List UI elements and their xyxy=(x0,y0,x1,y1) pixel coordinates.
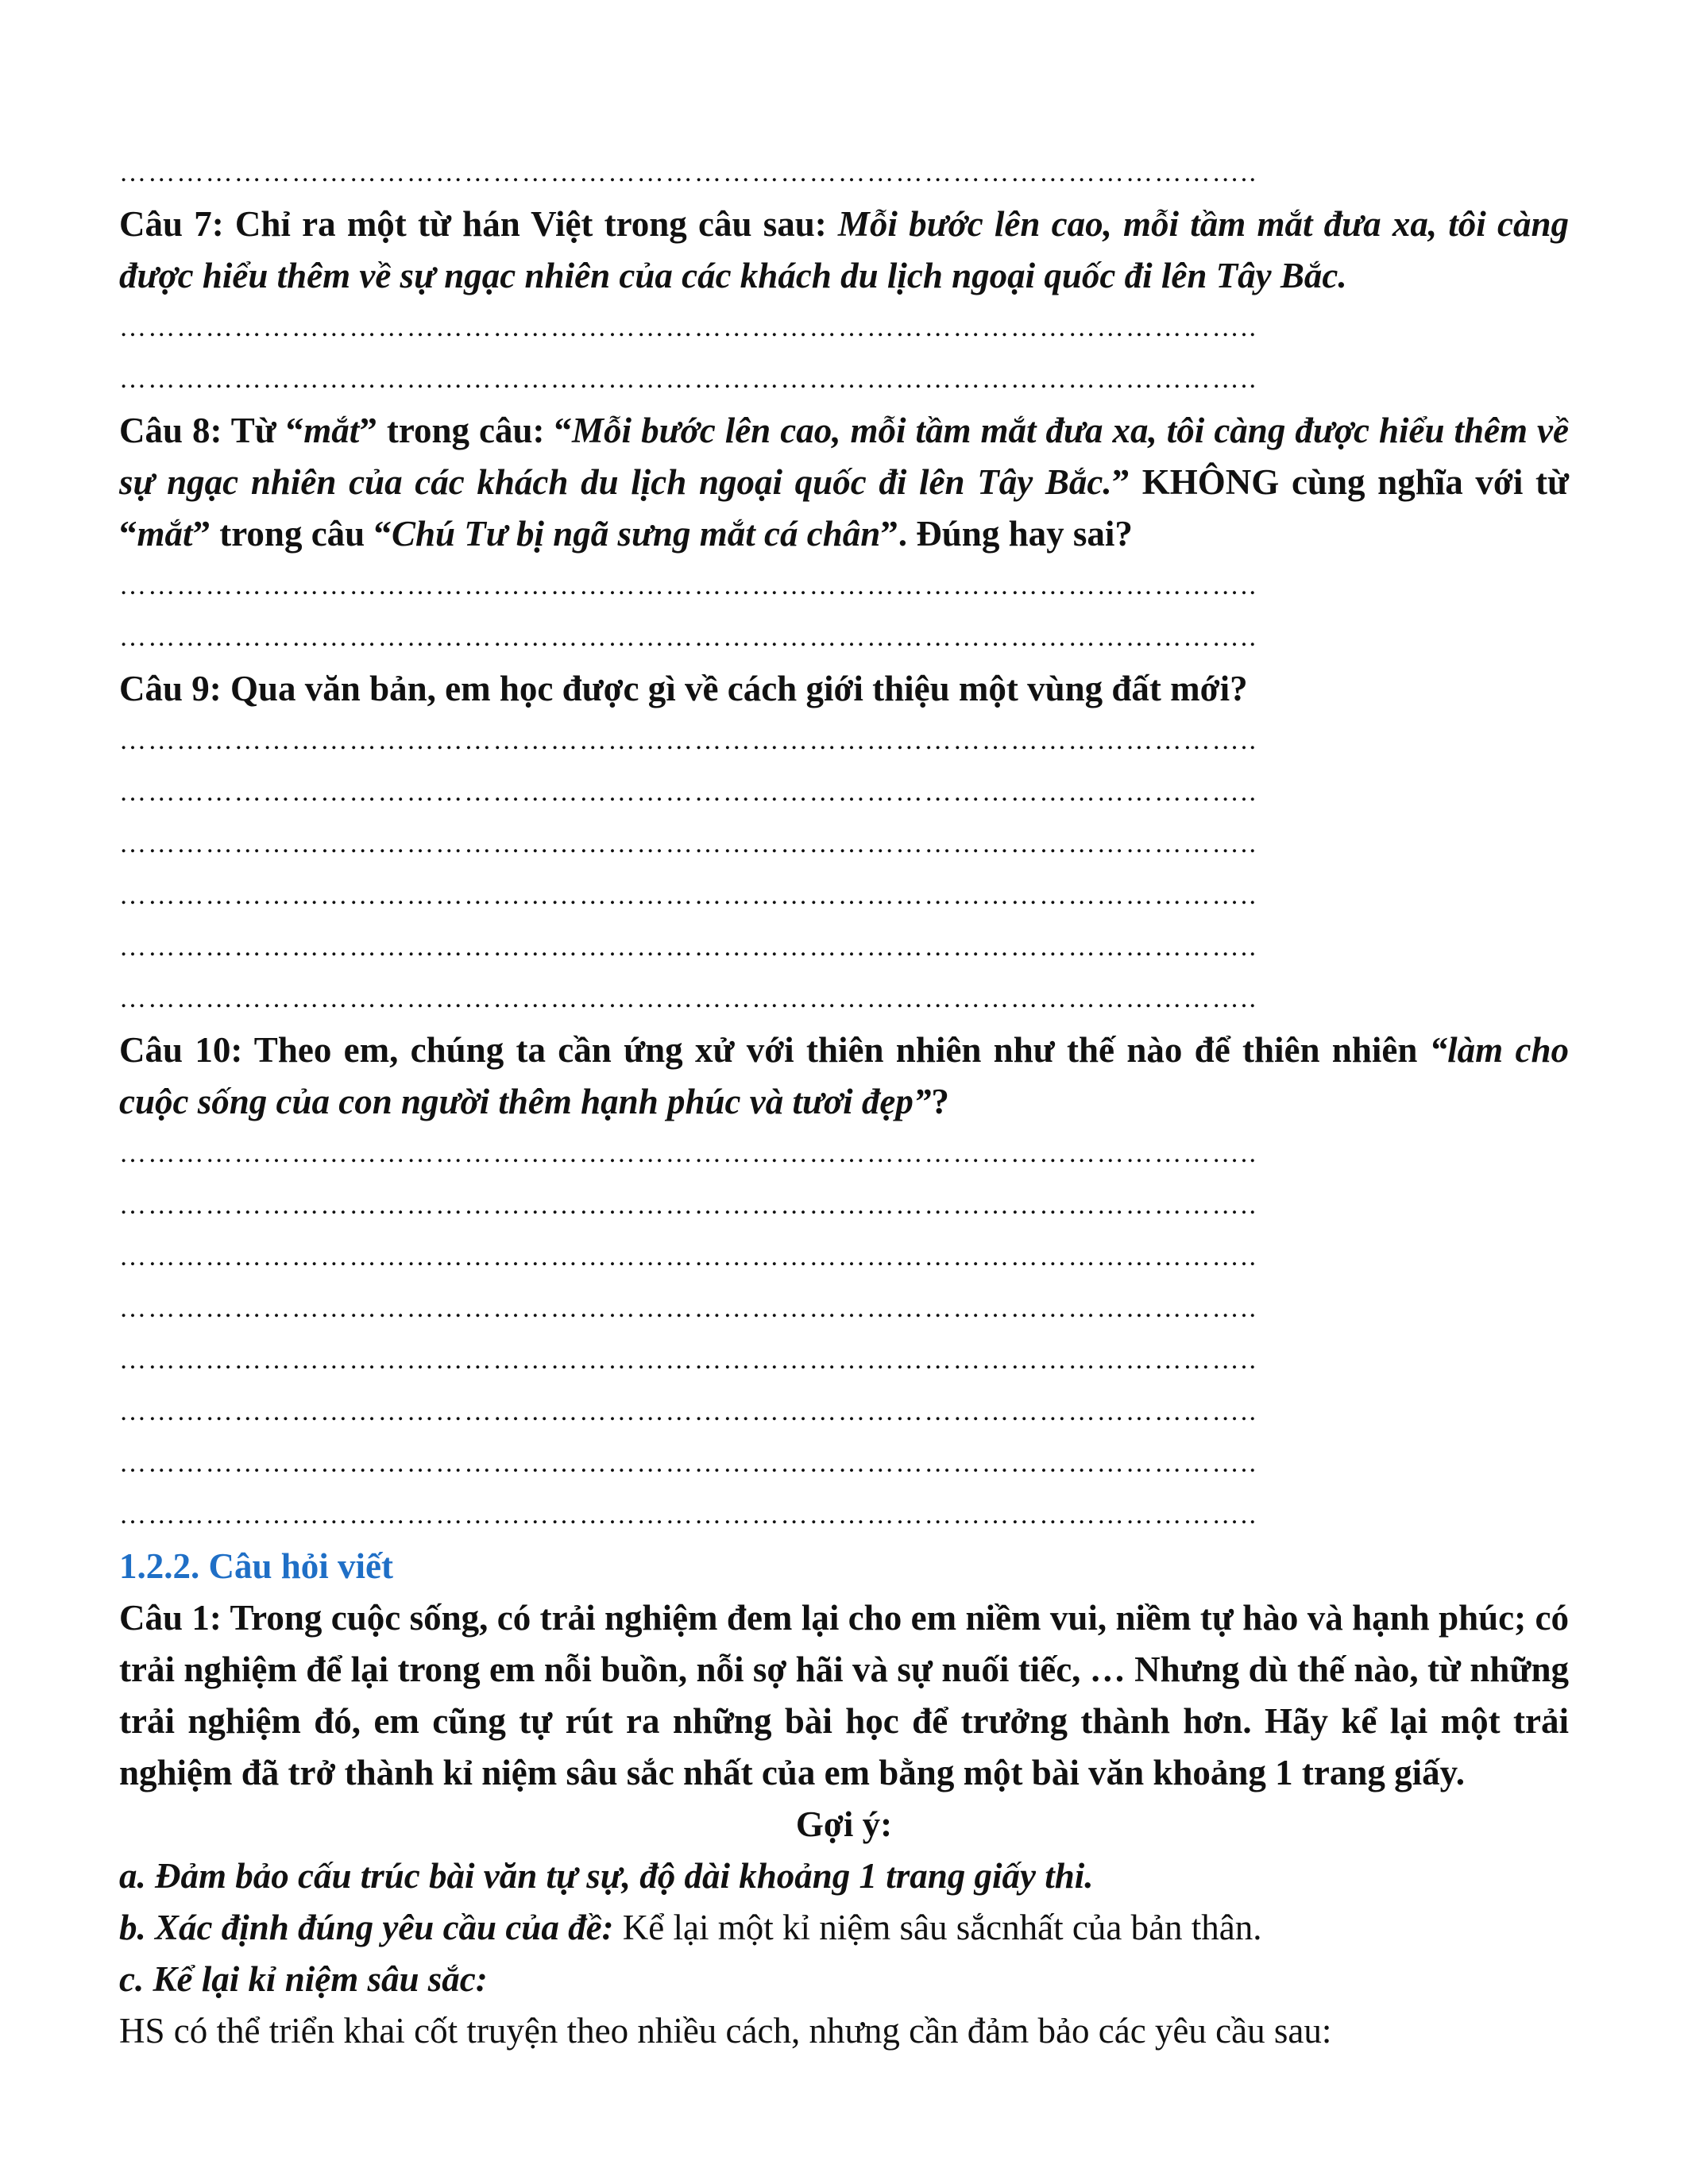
answer-line: ……………………………………………………………………………………………………….. xyxy=(119,1190,1258,1220)
hint-d: HS có thể triển khai cốt truyện theo nhiều cách, nhưng cần đảm bảo các yêu cầu sau: xyxy=(119,2011,1332,2051)
answer-line: ……………………………………………………………………………………………………….. xyxy=(119,571,1258,600)
answer-line: ……………………………………………………………………………………………………….. xyxy=(119,1139,1258,1168)
answer-line: ……………………………………………………………………………………………………….. xyxy=(119,313,1258,342)
answer-line: ……………………………………………………………………………………………………….. xyxy=(119,1500,1258,1530)
question-8-text: ”. Đúng hay sai? xyxy=(880,514,1133,554)
question-8-text: ” trong câu “ xyxy=(192,514,392,554)
answer-line: ……………………………………………………………………………………………………….. xyxy=(119,984,1258,1013)
answer-line: ……………………………………………………………………………………………………….. xyxy=(119,778,1258,807)
answer-line: ……………………………………………………………………………………………………….. xyxy=(119,623,1258,652)
question-8-quote: Chú Tư bị ngã sưng mắt cá chân xyxy=(391,514,881,554)
question-7 xyxy=(119,199,1569,302)
answer-line: ……………………………………………………………………………………………………….. xyxy=(119,1294,1258,1323)
hint-b xyxy=(119,1902,1569,1954)
question-8 xyxy=(119,405,1569,560)
answer-line: ……………………………………………………………………………………………………….. xyxy=(119,932,1258,962)
question-10-lead: Câu 10: Theo em, chúng ta cần ứng xử với thiên nhiên như thế nào để thiên nhiên xyxy=(119,1030,1430,1070)
answer-line: ……………………………………………………………………………………………………….. xyxy=(119,365,1258,394)
question-10-tail: ? xyxy=(931,1082,949,1121)
question-8-quote: Mỗi bước lên cao, mỗi tầm mắt đưa xa, tôi càng được hiểu thêm về sự ngạc nhiên của các khách du lịch ngoại quốc đi lên Tây Bắc. xyxy=(119,411,1569,502)
question-9: Câu 9: Qua văn bản, em học được gì về cách giới thiệu một vùng đất mới? xyxy=(119,669,1248,708)
answer-line: ……………………………………………………………………………………………………….. xyxy=(119,881,1258,910)
hint-title: Gợi ý: xyxy=(795,1804,893,1844)
question-8-word: mắt xyxy=(137,514,193,554)
question-10 xyxy=(119,1024,1569,1128)
writing-question-1: Câu 1: Trong cuộc sống, có trải nghiệm đem lại cho em niềm vui, niềm tự hào và hạnh phúc; có trải nghiệm để lại trong em nỗi buồn, nỗi sợ hãi và sự nuối tiếc, … Nhưng dù thế nào, từ những trải nghiệm đó, em cũng tự rút ra những bài học để trưởng thành hơn. Hãy kể lại một trải nghiệm đã trở thành kỉ niệm sâu sắc nhất của em bằng một bài văn khoảng 1 trang giấy. xyxy=(119,1598,1569,1792)
hint-b-label: b. Xác định đúng yêu cầu của đề: xyxy=(119,1908,614,1947)
question-8-text: ” trong câu: “ xyxy=(359,411,573,450)
answer-line: ……………………………………………………………………………………………………….. xyxy=(119,1242,1258,1271)
question-8-text: Câu 8: Từ “ xyxy=(119,411,304,450)
hint-c: c. Kể lại kỉ niệm sâu sắc: xyxy=(119,1959,488,1999)
answer-line: ……………………………………………………………………………………………………….. xyxy=(119,1397,1258,1426)
answer-line: ……………………………………………………………………………………………………….. xyxy=(119,829,1258,859)
answer-line: ……………………………………………………………………………………………………….. xyxy=(119,726,1258,755)
question-7-lead: Câu 7: Chỉ ra một từ hán Việt trong câu sau: xyxy=(119,204,838,244)
answer-line: ……………………………………………………………………………………………………….. xyxy=(119,1345,1258,1375)
question-7-quote: Mỗi bước lên cao, mỗi tầm mắt đưa xa, tôi càng được hiểu thêm về sự ngạc nhiên của các khách du lịch ngoại quốc đi lên Tây Bắc. xyxy=(119,204,1569,295)
hint-a: a. Đảm bảo cấu trúc bài văn tự sự, độ dài khoảng 1 trang giấy thi. xyxy=(119,1856,1094,1896)
section-heading: 1.2.2. Câu hỏi viết xyxy=(119,1546,394,1586)
answer-line: ……………………………………………………………………………………………………….. xyxy=(119,158,1258,187)
answer-line: ……………………………………………………………………………………………………….. xyxy=(119,1449,1258,1478)
question-8-word: mắt xyxy=(303,411,360,450)
hint-b-text: Kể lại một kỉ niệm sâu sắcnhất của bản thân. xyxy=(613,1908,1262,1947)
question-10-quote: “làm cho cuộc sống của con người thêm hạnh phúc và tươi đẹp” xyxy=(119,1030,1569,1121)
question-8-text: ” KHÔNG cùng nghĩa với từ “ xyxy=(119,462,1569,554)
